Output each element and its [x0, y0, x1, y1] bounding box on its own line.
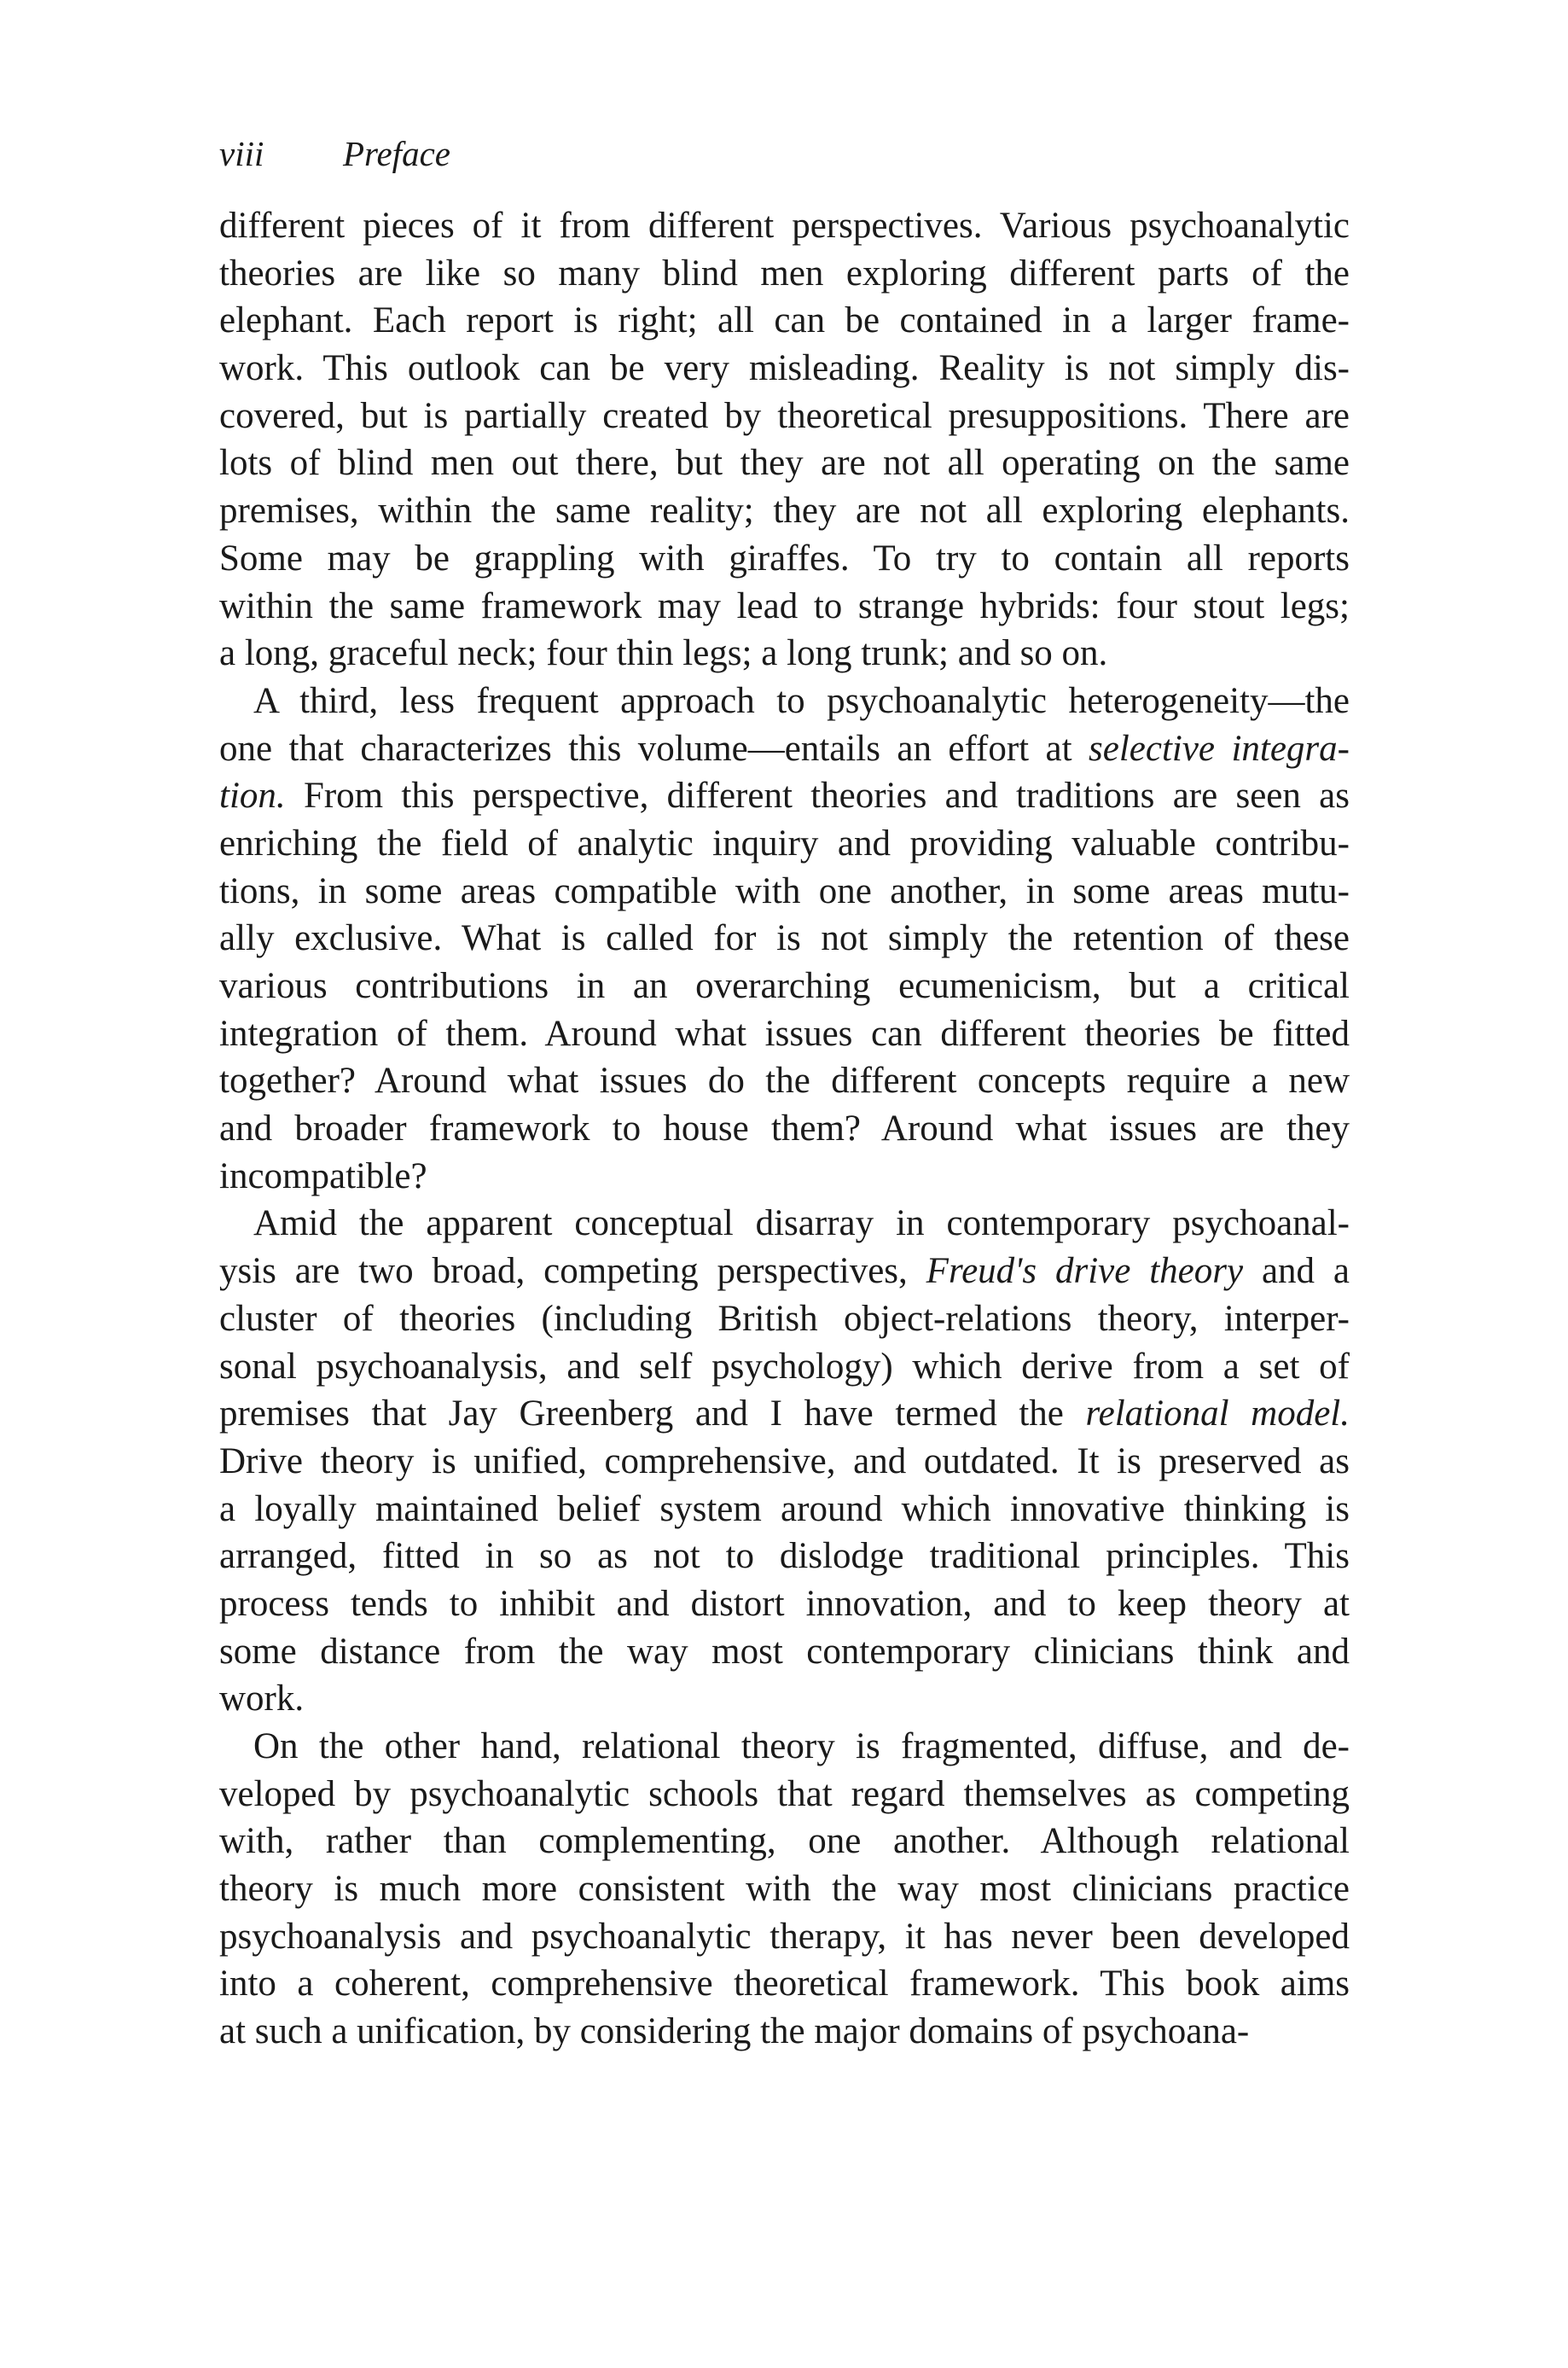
text-segment: elephant. Each report is right; all can be contained in a larger frame- [219, 300, 1350, 341]
text-segment: Freud's drive theory [926, 1251, 1244, 1292]
text-line [219, 1771, 1350, 1818]
text-segment: different pieces of it from different perspectives. Various psychoanalytic [219, 206, 1350, 246]
paragraph [219, 1200, 1350, 1723]
text-line [219, 1295, 1350, 1343]
text-segment: one that characterizes this volume—entails an effort at [219, 728, 1089, 769]
text-segment: premises, within the same reality; they are not all exploring elephants. [219, 491, 1350, 532]
text-line [219, 1248, 1350, 1295]
text-line [219, 630, 1350, 678]
text-segment: tion. [219, 776, 286, 817]
text-line [219, 2008, 1350, 2056]
text-line [219, 1390, 1350, 1438]
text-line [219, 1533, 1350, 1580]
text-line [219, 439, 1350, 487]
text-segment: cluster of theories (including British object-relations theory, interper- [219, 1298, 1350, 1339]
text-line [219, 1153, 1350, 1201]
text-line [219, 1343, 1350, 1391]
text-line [219, 487, 1350, 535]
body-text [219, 202, 1350, 2056]
text-segment: work. This outlook can be very misleading. Reality is not simply dis- [219, 348, 1350, 389]
text-line [219, 535, 1350, 583]
text-segment: veloped by psychoanalytic schools that regard themselves as competing [219, 1773, 1350, 1814]
text-segment: selective integra- [1089, 728, 1350, 769]
page-number: viii [219, 134, 264, 173]
text-line [219, 1675, 1350, 1723]
text-line [219, 1723, 1350, 1771]
running-head [219, 128, 450, 179]
text-line [219, 1438, 1350, 1486]
text-segment: tions, in some areas compatible with one another, in some areas mutu- [219, 870, 1350, 911]
text-segment: theory is much more consistent with the way most clinicians practice [219, 1869, 1350, 1910]
text-segment: A third, less frequent approach to psychoanalytic heterogeneity—the [253, 680, 1350, 721]
text-segment: at such a unification, by considering the major domains of psychoana- [219, 2011, 1250, 2052]
text-segment: premises that Jay Greenberg and I have termed the [219, 1393, 1086, 1434]
text-line [219, 345, 1350, 393]
text-line [219, 202, 1350, 250]
paragraph [219, 678, 1350, 1201]
text-line [219, 1865, 1350, 1913]
text-line [219, 915, 1350, 963]
text-segment: work. [219, 1679, 305, 1719]
text-segment: with, rather than complementing, one another. Although relational [219, 1821, 1350, 1862]
text-segment: and a [1243, 1251, 1350, 1292]
text-line [219, 1960, 1350, 2008]
text-line [219, 868, 1350, 916]
text-line [219, 250, 1350, 298]
text-segment: process tends to inhibit and distort innovation, and to keep theory at [219, 1583, 1350, 1624]
text-segment: and broader framework to house them? Around what issues are they [219, 1108, 1350, 1149]
text-segment: together? Around what issues do the different concepts require a new [219, 1061, 1350, 1102]
text-line [219, 297, 1350, 345]
text-line [219, 1105, 1350, 1153]
text-segment: incompatible? [219, 1155, 427, 1196]
text-line [219, 1486, 1350, 1533]
text-segment: theories are like so many blind men exploring different parts of the [219, 253, 1350, 294]
text-segment: into a coherent, comprehensive theoretical framework. This book aims [219, 1964, 1350, 2004]
text-line [219, 1913, 1350, 1961]
text-line [219, 1010, 1350, 1058]
text-line [219, 678, 1350, 725]
text-line [219, 1628, 1350, 1676]
text-segment: From this perspective, different theories and traditions are seen as [285, 776, 1350, 817]
text-segment: a loyally maintained belief system around which innovative thinking is [219, 1488, 1350, 1529]
text-segment: Drive theory is unified, comprehensive, and outdated. It is preserved as [219, 1440, 1350, 1481]
text-segment: psychoanalysis and psychoanalytic therapy, it has never been developed [219, 1916, 1350, 1957]
text-segment: Amid the apparent conceptual disarray in contemporary psychoanal- [253, 1203, 1350, 1244]
text-segment: sonal psychoanalysis, and self psychology) which derive from a set of [219, 1346, 1350, 1387]
text-line [219, 725, 1350, 773]
text-line [219, 1818, 1350, 1865]
text-line [219, 583, 1350, 631]
text-line [219, 1057, 1350, 1105]
text-line [219, 1200, 1350, 1248]
text-segment: relational model. [1085, 1393, 1350, 1434]
text-line [219, 963, 1350, 1010]
text-segment: covered, but is partially created by theoretical presuppositions. There are [219, 395, 1350, 436]
text-segment: some distance from the way most contemporary clinicians think and [219, 1631, 1350, 1672]
text-segment: On the other hand, relational theory is fragmented, diffuse, and de- [253, 1726, 1350, 1766]
paragraph [219, 202, 1350, 678]
text-segment: arranged, fitted in so as not to dislodge traditional principles. This [219, 1536, 1350, 1577]
text-segment: a long, graceful neck; four thin legs; a long trunk; and so on. [219, 633, 1108, 674]
text-segment: Some may be grappling with giraffes. To try to contain all reports [219, 538, 1350, 579]
text-line [219, 820, 1350, 868]
text-line [219, 393, 1350, 440]
text-segment: various contributions in an overarching ecumenicism, but a critical [219, 966, 1350, 1006]
text-line [219, 1580, 1350, 1628]
paragraph [219, 1723, 1350, 2056]
running-head-title: Preface [343, 134, 450, 173]
text-segment: lots of blind men out there, but they are not all operating on the same [219, 443, 1350, 484]
text-segment: ally exclusive. What is called for is not simply the retention of these [219, 918, 1350, 959]
text-line [219, 772, 1350, 820]
text-segment: enriching the field of analytic inquiry and providing valuable contribu- [219, 823, 1350, 864]
text-segment: within the same framework may lead to strange hybrids: four stout legs; [219, 585, 1350, 626]
text-segment: integration of them. Around what issues can different theories be fitted [219, 1013, 1350, 1054]
text-segment: ysis are two broad, competing perspectives, [219, 1251, 926, 1292]
